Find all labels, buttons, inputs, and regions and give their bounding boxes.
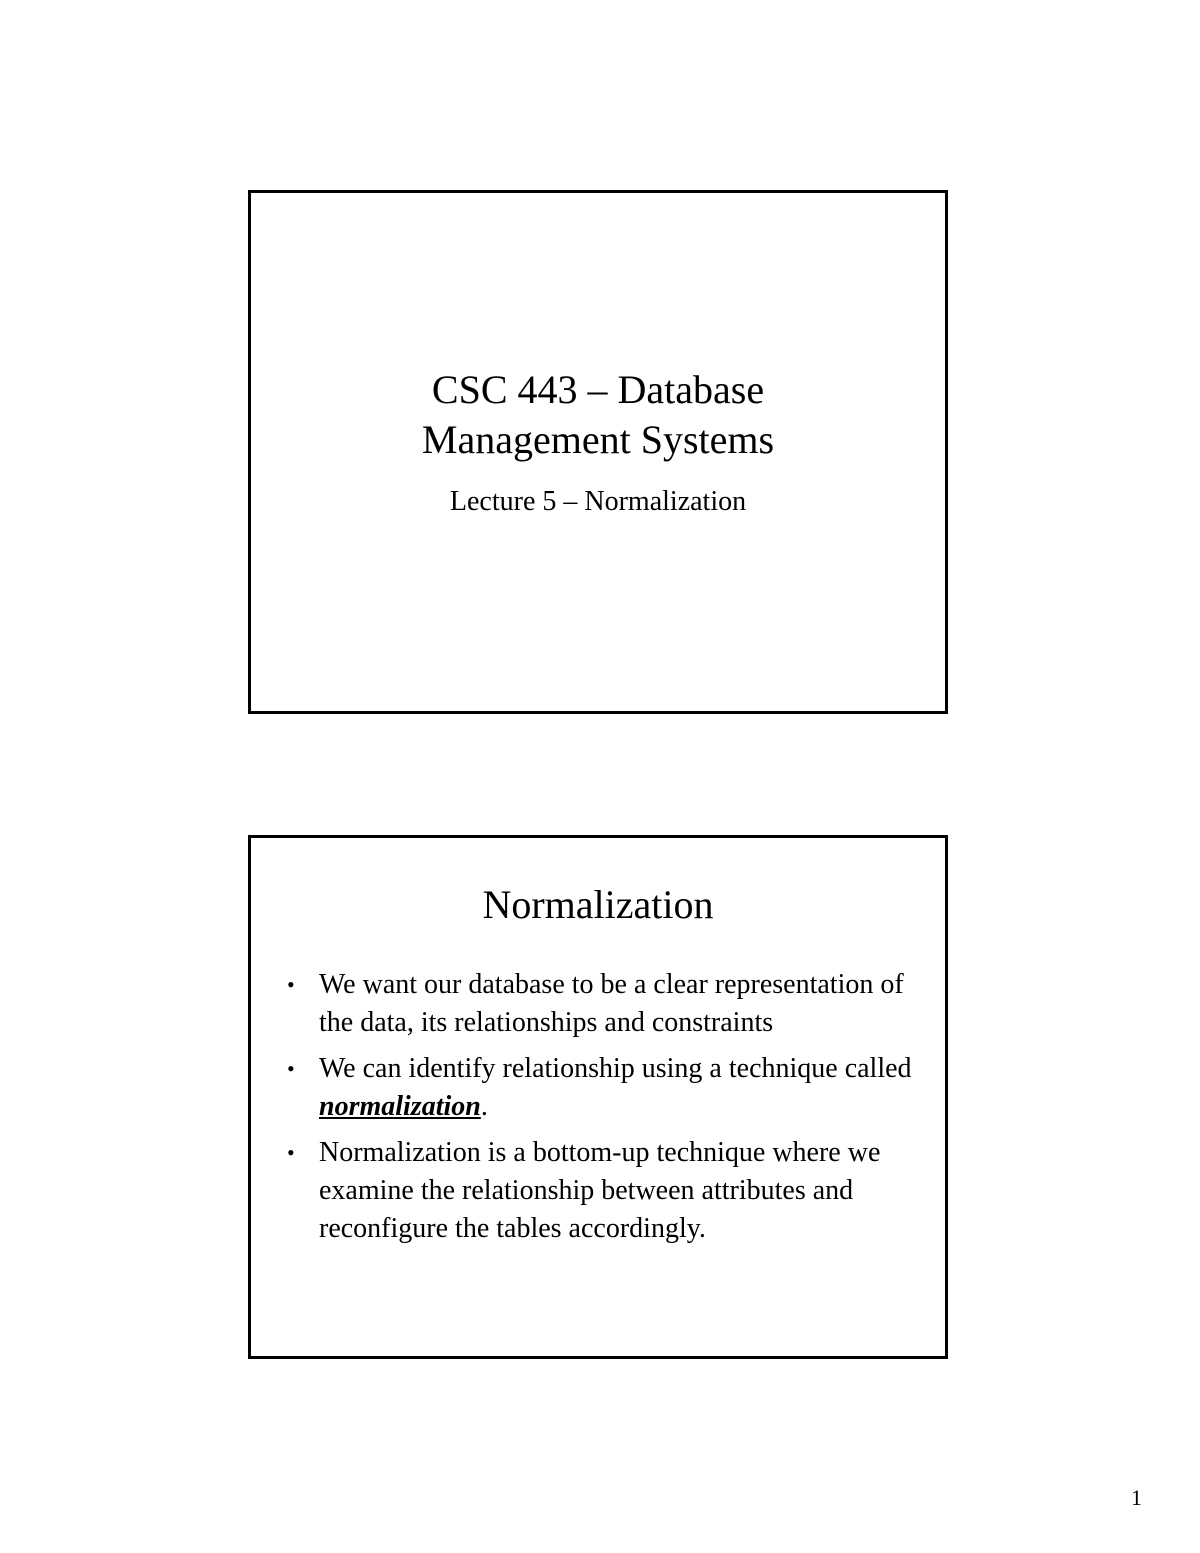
bullet-item: [287, 1134, 915, 1248]
bullet-text: We want our database to be a clear representation of the data, its relationships and constraints: [319, 969, 904, 1038]
bullet-list: [287, 966, 915, 1256]
bullet-text: [319, 1053, 912, 1122]
lecture-subtitle: Lecture 5 – Normalization: [449, 486, 747, 517]
bullet-text-before: We can identify relationship using a technique called: [319, 1053, 912, 1084]
course-title-line-2: Management Systems: [421, 417, 775, 462]
bullet-icon: •: [287, 1140, 295, 1165]
course-title-line-1: CSC 443 – Database: [431, 367, 765, 412]
slide-heading: Normalization: [482, 882, 714, 927]
bullet-item: [287, 1050, 915, 1126]
bullet-item: [287, 966, 915, 1042]
title-block: [251, 365, 945, 519]
slide-title: [248, 190, 948, 714]
bullet-text: Normalization is a bottom-up technique where we examine the relationship between attributes and reconfigure the tables accordingly.: [319, 1137, 881, 1244]
bullet-icon: •: [287, 1056, 295, 1081]
bullet-icon: •: [287, 972, 295, 997]
emphasized-term: normalization: [319, 1091, 481, 1122]
page-number: 1: [1131, 1485, 1142, 1510]
slide-normalization: [248, 835, 948, 1359]
bullet-text-after: .: [480, 1091, 488, 1122]
